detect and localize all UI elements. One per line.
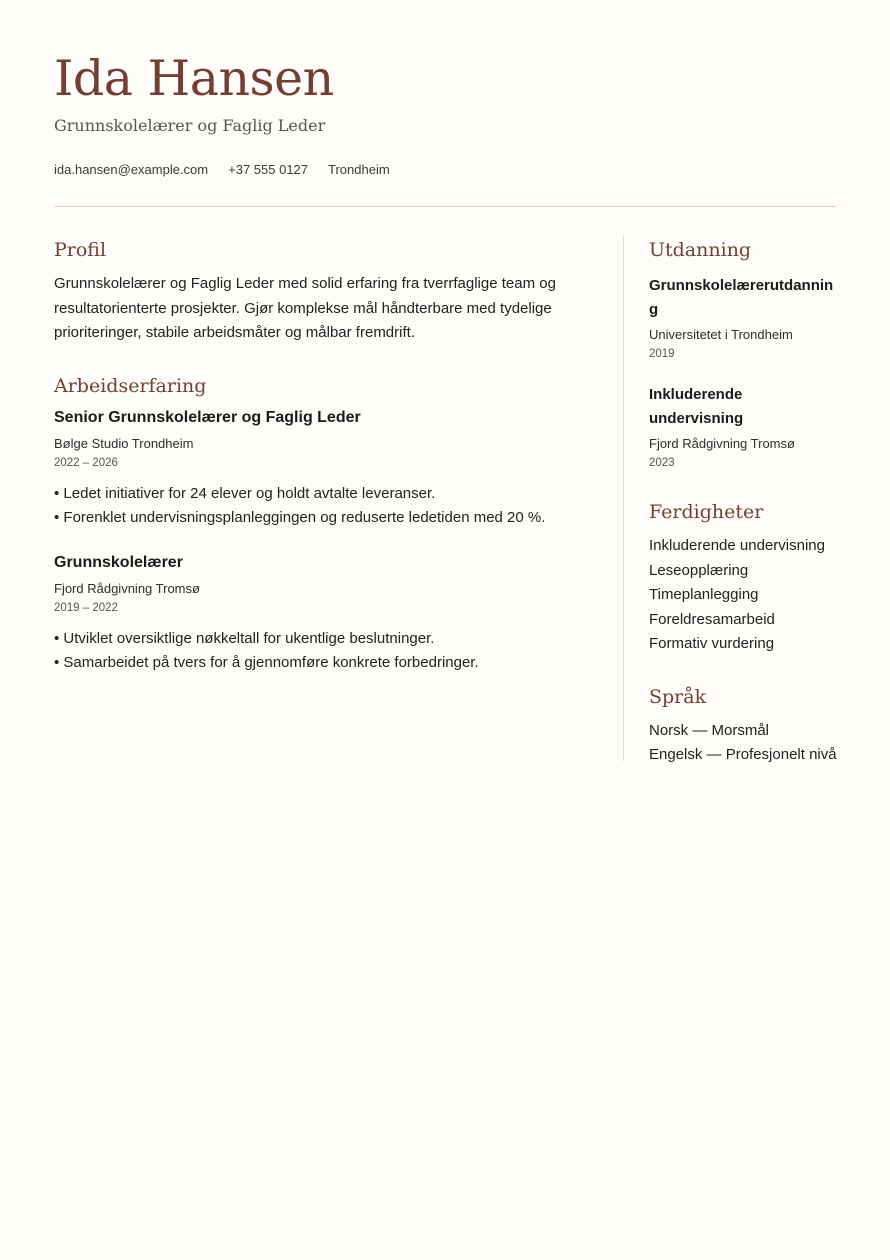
education-title: Grunnskolelærerutdanning	[649, 277, 834, 318]
job-title: Grunnskolelærer	[54, 553, 183, 571]
job-bullet: • Utviklet oversiktlige nøkkeltall for ukentlige beslutninger.	[54, 627, 594, 652]
education-institution: Universitetet i Trondheim	[649, 327, 793, 342]
language-item: Norsk — Morsmål	[649, 721, 770, 739]
skill-item: Formativ vurdering	[649, 635, 775, 652]
contact-line	[54, 160, 390, 180]
job-dates: 2019 – 2022	[54, 601, 118, 614]
skills-list	[649, 534, 836, 657]
education-institution: Fjord Rådgivning Tromsø	[649, 436, 795, 451]
job-dates: 2022 – 2026	[54, 456, 118, 469]
contact-email: ida.hansen@example.com	[54, 162, 209, 177]
skills-heading: Ferdigheter	[649, 501, 764, 523]
education-section	[649, 236, 836, 472]
language-item: Engelsk — Profesjonelt nivå	[649, 746, 837, 763]
education-year: 2019	[649, 348, 675, 360]
candidate-title: Grunnskolelærer og Faglig Leder	[54, 116, 326, 135]
skill-item: Inkluderende undervisning	[649, 537, 825, 554]
experience-section	[54, 372, 594, 676]
skills-section	[649, 498, 836, 657]
job-entry	[54, 551, 594, 676]
skill-item: Leseopplæring	[649, 561, 749, 579]
education-heading: Utdanning	[649, 239, 752, 261]
job-bullet: • Ledet initiativer for 24 elever og holdt avtalte leveranser.	[54, 482, 594, 507]
education-year: 2023	[649, 457, 675, 469]
contact-phone: +37 555 0127	[228, 162, 309, 177]
job-bullet: • Samarbeidet på tvers for å gjennomføre konkrete forbedringer.	[54, 651, 594, 676]
job-company: Bølge Studio Trondheim	[54, 435, 194, 451]
experience-heading: Arbeidserfaring	[54, 374, 207, 397]
languages-list	[649, 719, 836, 768]
education-title: Inkluderende undervisning	[649, 386, 744, 427]
skill-item: Timeplanlegging	[649, 586, 759, 603]
column-divider	[623, 236, 624, 761]
job-entry	[54, 406, 594, 531]
job-bullets	[54, 627, 594, 676]
candidate-name: Ida Hansen	[54, 50, 334, 107]
languages-section	[649, 683, 836, 768]
profile-section	[54, 236, 594, 346]
profile-text: Grunnskolelærer og Faglig Leder med solid erfaring fra tverrfaglige team og resultatorienterte prosjekter. Gjør komplekse mål håndterbare med tydelige prioriteringer, stabile arbeidsmåter og målbar fremdrift.	[54, 275, 556, 341]
job-bullet: • Forenklet undervisningsplanleggingen og reduserte ledetiden med 20 %.	[54, 506, 594, 531]
education-entry	[649, 383, 836, 472]
main-column	[54, 236, 594, 676]
job-company: Fjord Rådgivning Tromsø	[54, 580, 200, 596]
languages-heading: Språk	[649, 685, 707, 708]
header-divider	[54, 206, 836, 207]
skill-item: Foreldresamarbeid	[649, 610, 775, 628]
job-title: Senior Grunnskolelærer og Faglig Leder	[54, 408, 361, 426]
job-bullets	[54, 482, 594, 531]
contact-city: Trondheim	[328, 162, 390, 177]
profile-heading: Profil	[54, 239, 107, 261]
sidebar-column	[649, 236, 836, 768]
education-entry	[649, 274, 836, 363]
